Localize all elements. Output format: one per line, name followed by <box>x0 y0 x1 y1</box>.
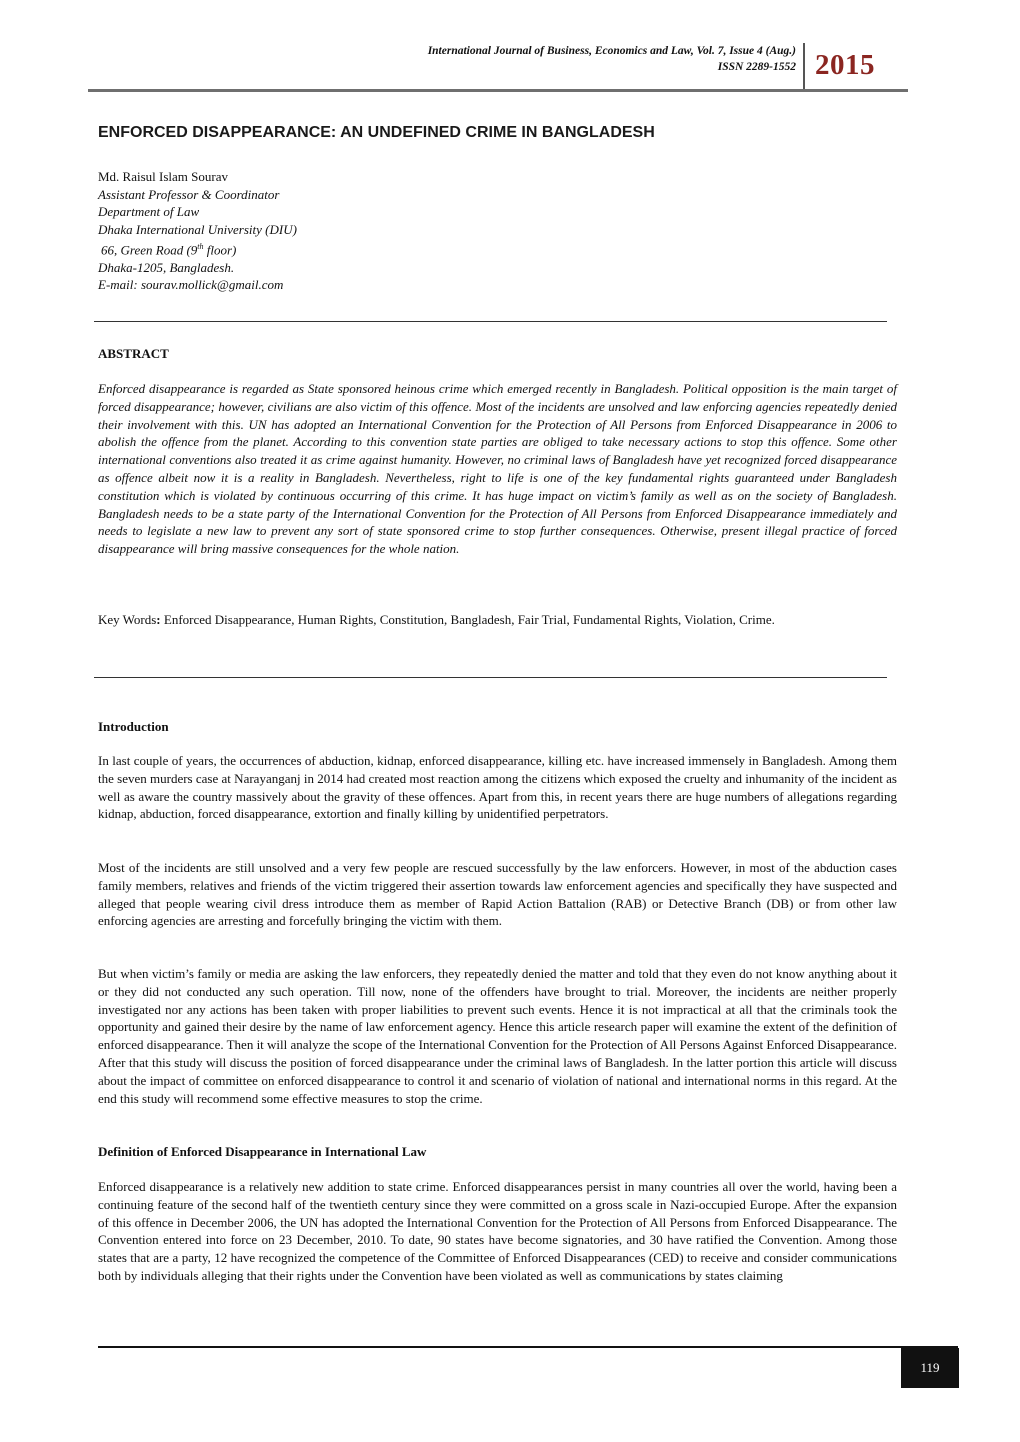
keywords <box>98 611 897 629</box>
author-city: Dhaka-1205, Bangladesh. <box>98 259 235 275</box>
introduction-paragraph: But when victim’s family or media are asking the law enforcers, they repeatedly denied the matter and told that they even do not know anything about it or they did not conducted any such operation. Till now, none of the offenders have brought to trial. Moreover, the incidents are neither properly investigated nor any actions has been taken with proper liabilities to prevent such events. Hence it is not impractical at all that the criminals took the opportunity and gained their desire by the name of law enforcement agency. Hence this article research paper will examine the extent of the definition of enforced disappearance. Then it will analyze the scope of the International Convention for the Protection of All Persons Against Enforced Disappearance. After that this study will discuss the position of forced disappearance under the criminal laws of Bangladesh. In the latter portion this article will discuss about the impact of committee on enforced disappearance to control it and scenario of violation of national and international norms in this regard. At the end this study will recommend some effective measures to stop the crime. <box>98 966 897 1106</box>
section-divider <box>94 677 887 678</box>
author-block <box>98 168 297 294</box>
address-prefix: 66, Green Road (9 <box>101 242 198 258</box>
author-position: Assistant Professor & Coordinator <box>98 186 280 202</box>
author-department: Department of Law <box>98 204 200 219</box>
introduction-heading: Introduction <box>98 719 169 734</box>
author-university: Dhaka International University (DIU) <box>98 221 297 237</box>
definition-text: Enforced disappearance is a relatively new addition to state crime. Enforced disappearances persist in many countries all over the world, having been a continuing feature of the second half of the twentieth century since they were committed on a gross scale in Nazi-occupied Europe. After the expansion of this offence in December 2006, the UN has adopted the International Convention for the Protection of All Persons from Enforced Disappearance. The Convention entered into force on 23 December, 2010. To date, 90 states have become signatories, and 30 have ratified the Convention. Among those states that are a party, 12 have recognized the competence of the Committee of Enforced Disappearances (CED) to receive and consider communications both by individuals alleging that their rights under the Convention have been violated as well as communications by states claiming <box>98 1179 897 1283</box>
keywords-label: Key Words <box>98 612 157 627</box>
keywords-text: Enforced Disappearance, Human Rights, Constitution, Bangladesh, Fair Trial, Fundamental Rights, Violation, Crime. <box>160 612 775 627</box>
address-superscript: th <box>197 242 204 251</box>
header-divider <box>803 43 805 90</box>
definition-heading: Definition of Enforced Disappearance in International Law <box>98 1144 427 1159</box>
footer-rule <box>98 1346 958 1348</box>
author-address <box>98 238 297 259</box>
abstract-heading: ABSTRACT <box>98 346 169 361</box>
author-name: Md. Raisul Islam Sourav <box>98 169 228 184</box>
header-rule <box>88 89 908 92</box>
keywords-colon: : <box>156 612 161 627</box>
journal-citation: International Journal of Business, Economics and Law, Vol. 7, Issue 4 (Aug.) <box>427 45 796 57</box>
introduction-paragraph: Most of the incidents are still unsolved and a very few people are rescued successfully by the law enforcers. However, in most of the abduction cases family members, relatives and friends of the victim triggered their assertion towards law enforcement agencies and specifically they have suspected and alleged that people wearing civil dress introduce them as member of Rapid Action Battalion (RAB) or Detective Branch (DB) or from other law enforcing agencies are arresting and forcefully bringing the victim with them. <box>98 860 897 929</box>
introduction-paragraph: In last couple of years, the occurrences of abduction, kidnap, enforced disappearance, killing etc. have increased immensely in Bangladesh. Among them the seven murders case at Narayanganj in 2014 had created most reaction among the citizens which exposed the cruelty and inhumanity of the incident as well as aware the country massively about the gravity of these offences. Apart from this, in recent years there are huge numbers of allegations regarding kidnap, abduction, forced disappearance, extortion and finally killing by unidentified perpetrators. <box>98 753 897 822</box>
publication-year: 2015 <box>815 49 875 81</box>
abstract-text: Enforced disappearance is regarded as State sponsored heinous crime which emerged recently in Bangladesh. Political opposition is the main target of forced disappearance; however, civilians are also victim of this offence. Most of the incidents are unsolved and law enforcing agencies repeatedly denied their involvement with this. UN has adopted an International Convention for the Protection of All Persons from Enforced Disappearance in 2006 to abolish the offence from the planet. According to this convention state parties are obliged to take necessary actions to stop this offence. Some other international conventions also treated it as crime against humanity. However, no criminal laws of Bangladesh have yet recognized forced disappearance as offence albeit now it is a reality in Bangladesh. Nevertheless, right to life is one of the key fundamental rights guaranteed under Bangladesh constitution which is violated by continuous occurring of this crime. It has huge impact on victim’s family as well as on the society of Bangladesh. Bangladesh needs to be a state party of the International Convention for the Protection of All Persons from Enforced Disappearance immediately and needs to legislate a new law to prevent any sort of state sponsored crime to stop further consequences. Otherwise, present illegal practice of forced disappearance will bring massive consequences for the whole nation. <box>98 381 897 557</box>
paper-title: ENFORCED DISAPPEARANCE: AN UNDEFINED CRIME IN BANGLADESH <box>98 124 655 141</box>
section-divider <box>94 321 887 322</box>
author-email: E-mail: sourav.mollick@gmail.com <box>98 277 284 293</box>
issn: ISSN 2289-1552 <box>717 61 796 73</box>
address-suffix: floor) <box>203 242 237 258</box>
page-number: 119 <box>901 1348 959 1388</box>
